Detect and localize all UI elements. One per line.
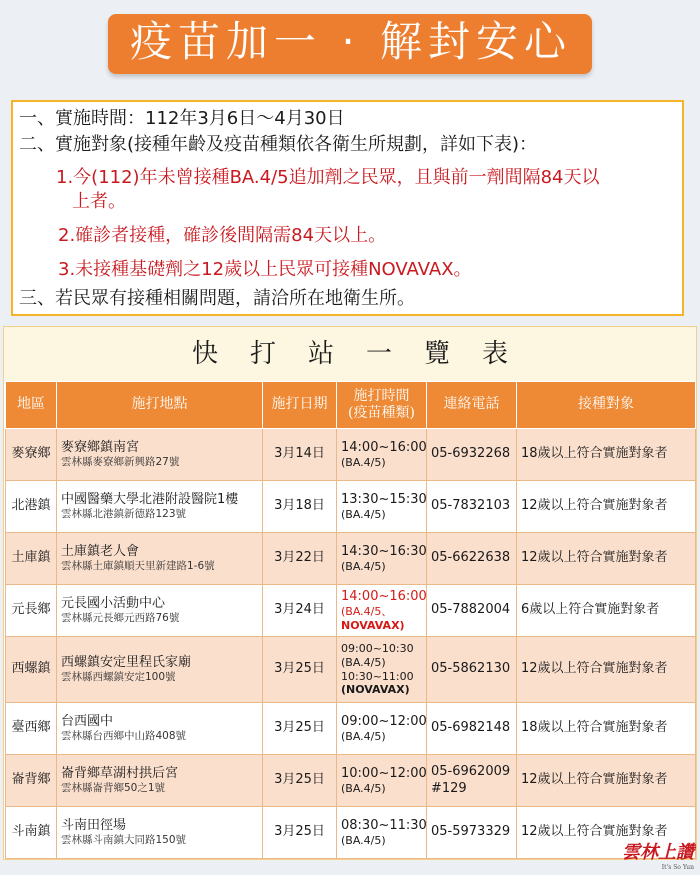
cell-phone [427, 703, 517, 755]
cell-date: 3月22日 [263, 533, 337, 585]
criterion-1-continued: 上者。 [72, 190, 126, 212]
cell-place [57, 807, 263, 859]
criterion-1 [19, 166, 676, 215]
cell-place [57, 585, 263, 637]
table-row [6, 807, 696, 859]
cell-target: 12歲以上符合實施對象者 [517, 807, 696, 859]
cell-place [57, 429, 263, 481]
cell-target: 12歲以上符合實施對象者 [517, 755, 696, 807]
cell-area: 北港鎮 [6, 481, 57, 533]
cell-place [57, 533, 263, 585]
cell-date: 3月25日 [263, 755, 337, 807]
phone-number: 05-5862130 [431, 661, 511, 677]
cell-area: 麥寮鄉 [6, 429, 57, 481]
criterion-1-text: 1.今(112)年未曾接種BA.4/5追加劑之民眾，且與前一劑間隔84天以 [56, 166, 600, 188]
logo-text: 雲林上讚 [622, 842, 694, 863]
vaccination-station-board [3, 326, 697, 860]
vaccine-type: (BA.4/5) [341, 833, 386, 847]
time-slot: 13:30~15:30 [341, 491, 427, 507]
cell-area: 斗南鎮 [6, 807, 57, 859]
cell-area: 西螺鎮 [6, 637, 57, 703]
vaccine-type: (BA.4/5) [341, 781, 386, 795]
place-name: 麥寮鄉鎮南宮 [61, 439, 140, 455]
place-address: 雲林縣斗南鎮大同路150號 [61, 834, 187, 847]
cell-area: 土庫鎮 [6, 533, 57, 585]
time-slot: 09:00~10:30 [341, 642, 414, 655]
phone-number: 05-7882004 [431, 602, 511, 618]
cell-place [57, 637, 263, 703]
cell-time [337, 533, 427, 585]
cell-place [57, 481, 263, 533]
cell-phone [427, 637, 517, 703]
criterion-2: 2.確診者接種，確診後間隔需84天以上。 [58, 225, 387, 247]
cell-target: 12歲以上符合實施對象者 [517, 533, 696, 585]
phone-number: 05-6982148 [431, 720, 511, 736]
cell-phone [427, 429, 517, 481]
vaccine-type: (BA.4/5) [341, 507, 386, 521]
vaccine-type-2: NOVAVAX) [341, 618, 405, 632]
vaccine-type: (BA.4/5) [341, 729, 386, 743]
cell-time [337, 481, 427, 533]
cell-time [337, 703, 427, 755]
header-target: 接種對象 [517, 382, 696, 429]
time-slot: 14:00~16:00 [341, 439, 427, 455]
place-name: 台西國中 [61, 713, 114, 729]
implementation-period: 一、實施時間：112年3月6日～4月30日 [19, 108, 345, 129]
cell-area: 元長鄉 [6, 585, 57, 637]
cell-date: 3月25日 [263, 703, 337, 755]
place-name: 中國醫藥大學北港附設醫院1樓 [61, 491, 239, 507]
header-time-line2: (疫苗種類) [348, 405, 415, 421]
place-name: 斗南田徑場 [61, 817, 127, 833]
header-phone: 連絡電話 [427, 382, 517, 429]
cell-time [337, 637, 427, 703]
target-population-heading: 二、實施對象(接種年齡及疫苗種類依各衛生所規劃，詳如下表)： [19, 134, 538, 156]
place-address: 雲林縣元長鄉元西路76號 [61, 612, 180, 625]
cell-date: 3月25日 [263, 807, 337, 859]
table-row [6, 429, 696, 481]
vaccine-type-2: (NOVAVAX) [341, 683, 410, 697]
title-banner-wrap [0, 14, 700, 74]
header-place: 施打地點 [57, 382, 263, 429]
table-row [6, 481, 696, 533]
cell-date: 3月18日 [263, 481, 337, 533]
place-address: 雲林縣西螺鎮安定100號 [61, 671, 176, 684]
place-name: 元長國小活動中心 [61, 595, 166, 611]
place-address: 雲林縣台西鄉中山路408號 [61, 730, 187, 743]
cell-phone [427, 585, 517, 637]
cell-area: 臺西鄉 [6, 703, 57, 755]
vaccine-type: (BA.4/5) [341, 559, 386, 573]
station-table [5, 381, 696, 859]
cell-time [337, 755, 427, 807]
cell-time [337, 807, 427, 859]
header-time [337, 382, 427, 429]
info-panel [11, 100, 684, 316]
phone-number: 05-5973329 [431, 824, 511, 840]
phone-number: 05-7832103 [431, 498, 511, 514]
vaccine-type: (BA.4/5) [341, 655, 386, 669]
cell-phone [427, 533, 517, 585]
place-name: 土庫鎮老人會 [61, 543, 140, 559]
cell-target: 18歲以上符合實施對象者 [517, 703, 696, 755]
table-header-row [6, 382, 696, 429]
county-logo [622, 838, 694, 871]
time-slot: 14:00~16:00 [341, 588, 427, 604]
cell-target: 18歲以上符合實施對象者 [517, 429, 696, 481]
cell-date: 3月14日 [263, 429, 337, 481]
place-name: 西螺鎮安定里程氏家廟 [61, 654, 192, 670]
place-address: 雲林縣崙背鄉50之1號 [61, 782, 166, 795]
phone-number: 05-6962009 [431, 764, 511, 780]
cell-area: 崙背鄉 [6, 755, 57, 807]
time-slot: 14:30~16:30 [341, 543, 427, 559]
cell-phone [427, 755, 517, 807]
header-date: 施打日期 [263, 382, 337, 429]
table-title: 快打站一覽表 [4, 327, 696, 381]
table-row [6, 703, 696, 755]
vaccine-type: (BA.4/5) [341, 455, 386, 469]
place-address: 雲林縣北港鎮新德路123號 [61, 508, 187, 521]
contact-note: 三、若民眾有接種相關問題，請洽所在地衛生所。 [19, 287, 415, 309]
time-slot: 09:00~12:00 [341, 713, 427, 729]
cell-phone [427, 481, 517, 533]
cell-phone [427, 807, 517, 859]
place-name: 崙背鄉草湖村拱后宮 [61, 765, 179, 781]
cell-place [57, 703, 263, 755]
cell-target: 6歲以上符合實施對象者 [517, 585, 696, 637]
time-slot-2: 10:30~11:00 [341, 669, 414, 683]
logo-subtext: It's So Yun [661, 864, 694, 871]
time-slot: 10:00~12:00 [341, 765, 427, 781]
cell-place [57, 755, 263, 807]
place-address: 雲林縣麥寮鄉新興路27號 [61, 456, 180, 469]
vaccine-type: (BA.4/5、 [341, 604, 393, 618]
cell-time [337, 585, 427, 637]
header-time-line1: 施打時間 [353, 387, 410, 404]
phone-number: 05-6622638 [431, 550, 511, 566]
criterion-3: 3.未接種基礎劑之12歲以上民眾可接種NOVAVAX。 [58, 259, 472, 281]
time-slot: 08:30~11:30 [341, 817, 427, 833]
cell-target: 12歲以上符合實施對象者 [517, 637, 696, 703]
table-row [6, 755, 696, 807]
phone-extension: #129 [431, 780, 467, 796]
header-area: 地區 [6, 382, 57, 429]
cell-target: 12歲以上符合實施對象者 [517, 481, 696, 533]
place-address: 雲林縣土庫鎮順天里新建路1-6號 [61, 560, 215, 573]
cell-date: 3月24日 [263, 585, 337, 637]
cell-time [337, 429, 427, 481]
table-row [6, 585, 696, 637]
phone-number: 05-6932268 [431, 446, 511, 462]
table-row [6, 637, 696, 703]
table-row [6, 533, 696, 585]
page-title: 疫苗加一 · 解封安心 [108, 14, 592, 74]
cell-date: 3月25日 [263, 637, 337, 703]
